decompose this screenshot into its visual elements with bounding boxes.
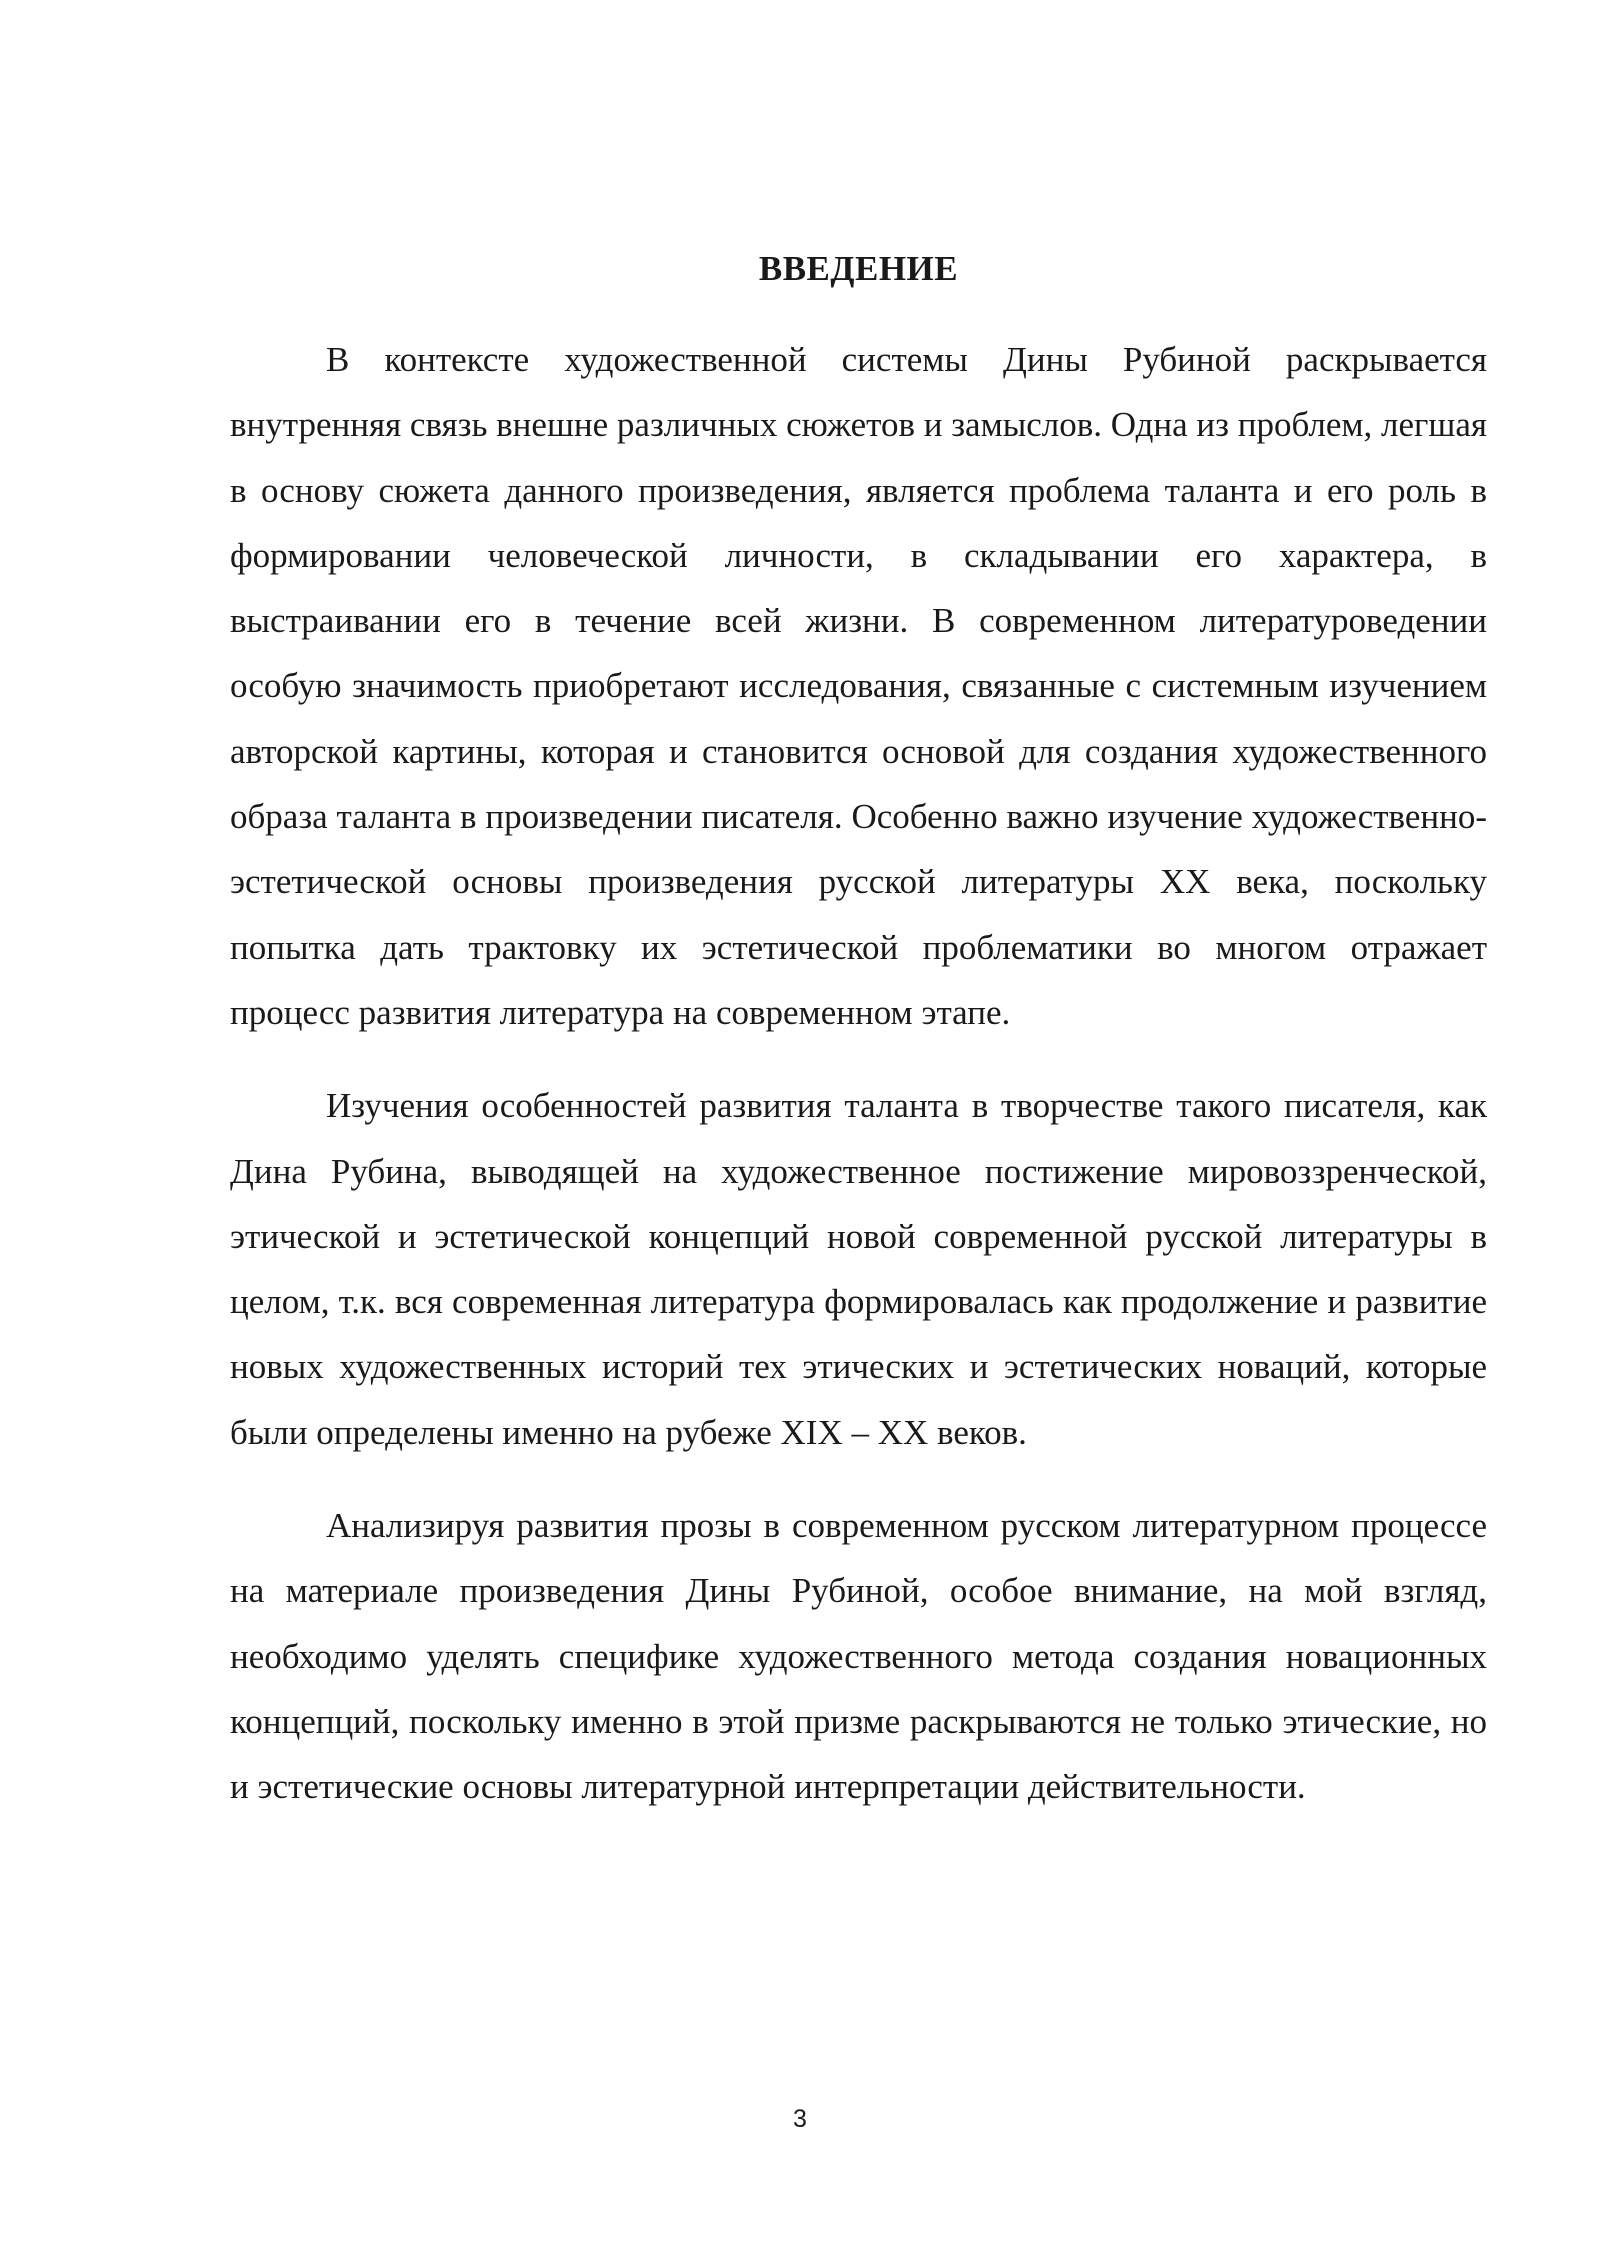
page-title: ВВЕДЕНИЕ <box>758 249 959 288</box>
paragraph-1: В контексте художественной системы Дины Рубиной раскрывается внутренняя связь внешне различных сюжетов и замыслов. Одна из проблем, легшая в основу сюжета данного произведения, является проблема таланта и его роль в формировании человеческой личности, в складывании его характера, в выстраивании его в течение всей жизни. В современном литературоведении особую значимость приобретают исследования, связанные с системным изучением авторской картины, которая и становится основой для создания художественного образа таланта в произведении писателя. Особенно важно изучение художественно-эстетической основы произведения русской литературы XX века, поскольку попытка дать трактовку их эстетической проблематики во многом отражает процесс развития литература на современном этапе. <box>230 340 1487 1032</box>
paragraph-2: Изучения особенностей развития таланта в творчестве такого писателя, как Дина Рубина, выводящей на художественное постижение мировоззренческой, этической и эстетической концепций новой современной русской литературы в целом, т.к. вся современная литература формировалась как продолжение и развитие новых художественных историй тех этических и эстетических новаций, которые были определены именно на рубеже XIX – XX веков. <box>230 1086 1487 1452</box>
page-number: 3 <box>793 2105 807 2133</box>
paragraph-3: Анализируя развития прозы в современном русском литературном процессе на материале произведения Дины Рубиной, особое внимание, на мой взгляд, необходимо уделять специфике художественного метода создания новационных концепций, поскольку именно в этой призме раскрываются не только этические, но и эстетические основы литературной интерпретации действительности. <box>230 1506 1487 1807</box>
body-text <box>230 327 1487 1848</box>
